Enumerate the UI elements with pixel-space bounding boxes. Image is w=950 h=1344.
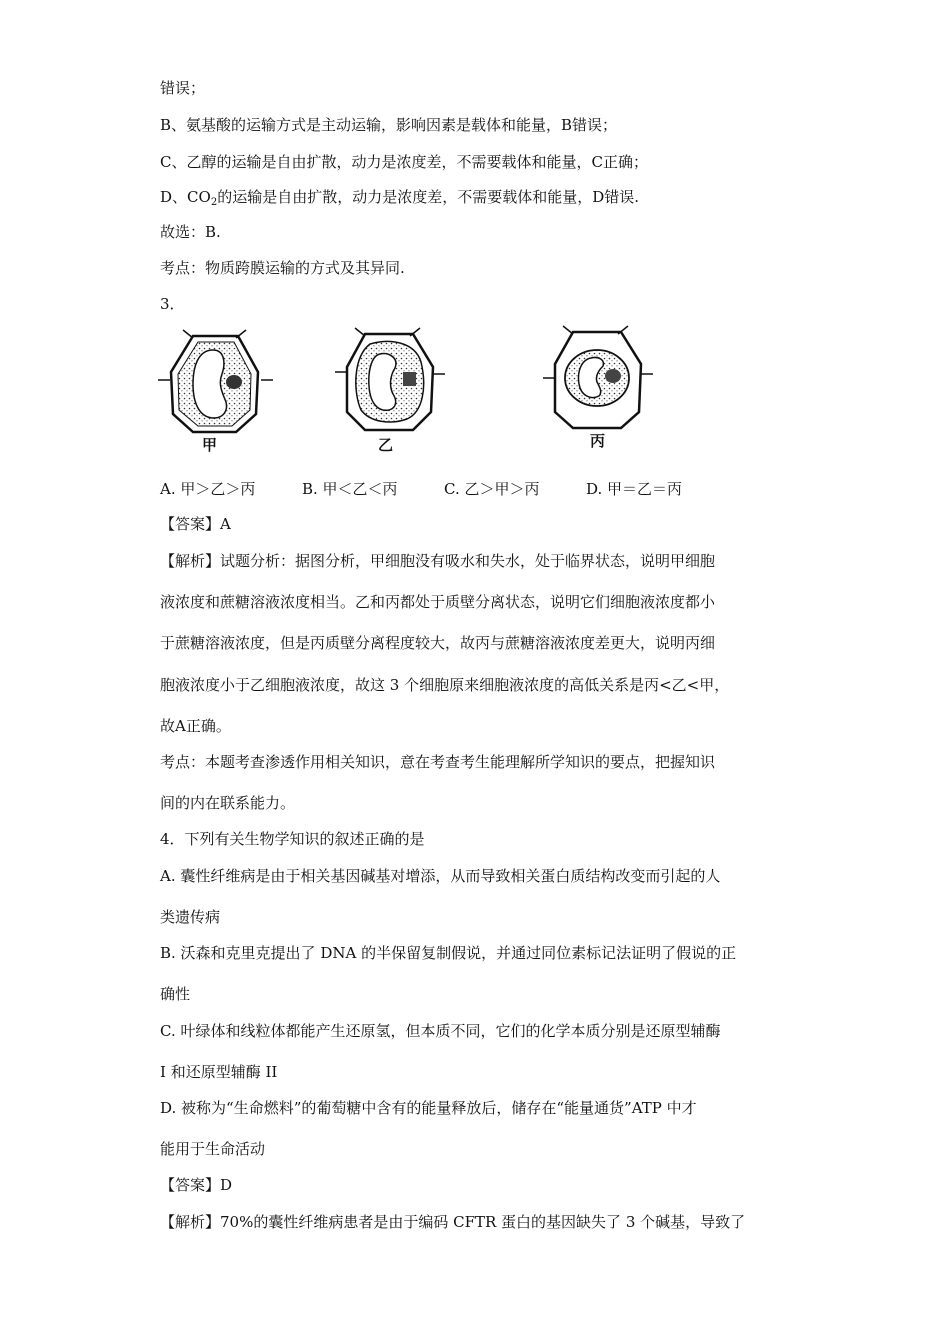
option-c: C. 乙＞甲＞丙: [444, 480, 540, 498]
cell-jia-diagram: [158, 322, 273, 447]
cell-figure: [150, 322, 670, 457]
kaodian-line: 间的内在联系能力。: [160, 794, 296, 812]
option-b-line: 确性: [160, 985, 191, 1003]
analysis-line: 【解析】试题分析：据图分析，甲细胞没有吸水和失水，处于临界状态，说明甲细胞: [160, 552, 716, 570]
option-a: A. 甲＞乙＞丙: [160, 480, 256, 498]
kaodian-line: 考点：本题考查渗透作用相关知识，意在考查考生能理解所学知识的要点，把握知识: [160, 753, 716, 771]
option-d-line: 能用于生命活动: [160, 1140, 266, 1158]
option-c-line: I 和还原型辅酶 II: [160, 1063, 278, 1081]
text-line: 故选：B.: [160, 223, 221, 241]
text-line: C、乙醇的运输是自由扩散，动力是浓度差，不需要载体和能量，C正确；: [160, 153, 648, 171]
cell-label: 甲: [202, 436, 218, 454]
text-line: 考点：物质跨膜运输的方式及其异同.: [160, 259, 405, 277]
option-b-line: B. 沃森和克里克提出了 DNA 的半保留复制假说，并通过同位素标记法证明了假说的正: [160, 944, 737, 962]
text-fragment: 的运输是自由扩散，动力是浓度差，不需要载体和能量，D错误.: [217, 188, 639, 206]
q3-options: [160, 478, 682, 499]
cell-label: 乙: [378, 436, 394, 454]
answer-line: 【答案】D: [160, 1176, 233, 1194]
option-a-line: 类遗传病: [160, 908, 221, 926]
option-b: B. 甲＜乙＜丙: [302, 480, 398, 498]
option-d-line: D. 被称为“生命燃料”的葡萄糖中含有的能量释放后，储存在“能量通货”ATP 中才: [160, 1099, 697, 1117]
analysis-line: 液浓度和蔗糖溶液浓度相当。乙和丙都处于质壁分离状态，说明它们细胞液浓度都小: [160, 593, 716, 611]
analysis-line: 于蔗糖溶液浓度，但是丙质壁分离程度较大，故丙与蔗糖溶液浓度差更大，说明丙细: [160, 634, 716, 652]
answer-line: 【答案】A: [160, 515, 231, 533]
question-number: 3．: [160, 295, 185, 313]
text-line: 错误；: [160, 79, 206, 97]
option-a-line: A. 囊性纤维病是由于相关基因碱基对增添，从而导致相关蛋白质结构改变而引起的人: [160, 867, 721, 885]
cell-yi-diagram: [335, 322, 445, 447]
subscript: 2: [210, 197, 218, 208]
cell-label: 丙: [590, 432, 606, 450]
text-fragment: D、CO: [160, 188, 211, 206]
cell-bing-diagram: [543, 322, 653, 447]
text-line: [160, 187, 639, 213]
option-d: D. 甲＝乙＝丙: [586, 480, 683, 498]
question-stem: 4．下列有关生物学知识的叙述正确的是: [160, 830, 425, 848]
analysis-line: 胞液浓度小于乙细胞液浓度，故这 3 个细胞原来细胞液浓度的高低关系是丙<乙<甲，: [160, 676, 730, 694]
option-c-line: C. 叶绿体和线粒体都能产生还原氢，但本质不同，它们的化学本质分别是还原型辅酶: [160, 1022, 721, 1040]
analysis-line: 【解析】70%的囊性纤维病患者是由于编码 CFTR 蛋白的基因缺失了 3 个碱基，导致了: [160, 1213, 746, 1231]
analysis-line: 故A正确。: [160, 717, 231, 735]
text-line: B、氨基酸的运输方式是主动运输，影响因素是载体和能量，B错误；: [160, 116, 618, 134]
